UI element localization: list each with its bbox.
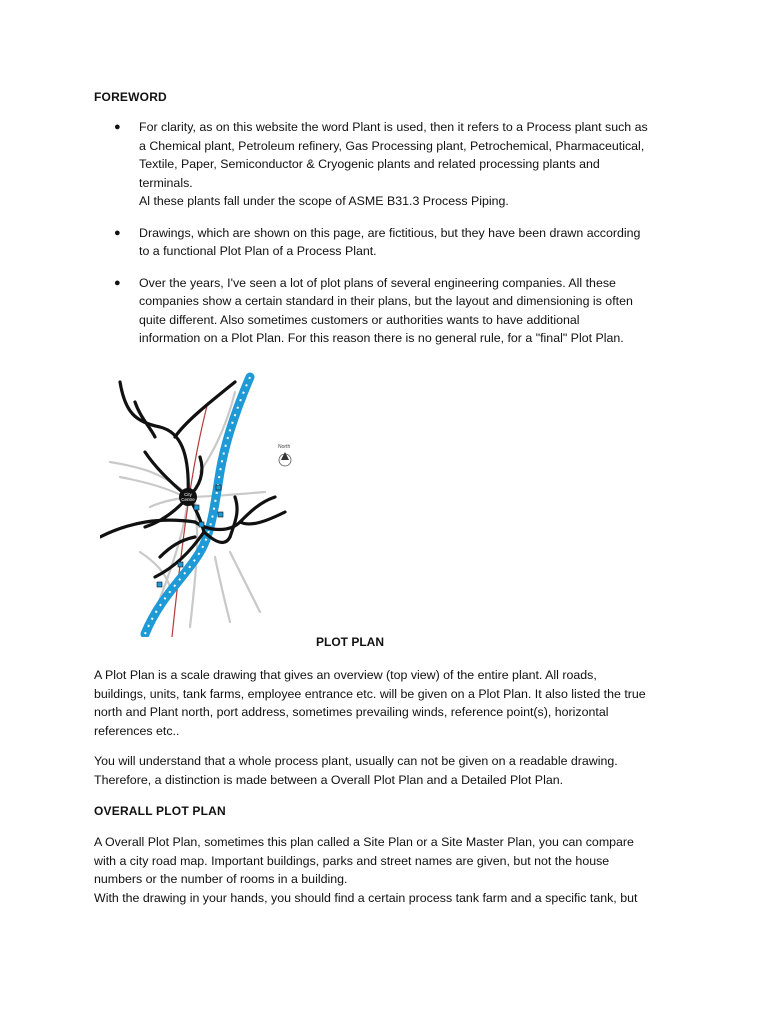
paragraph-line: with a city road map. Important buildings, parks and street names are given, but not the house: [94, 853, 610, 868]
bullet-item: [94, 118, 684, 211]
bullet-line: information on a Plot Plan. For this reason there is no general rule, for a "final" Plot Plan.: [139, 331, 624, 345]
bullet-line: a Chemical plant, Petroleum refinery, Gas Processing plant, Petrochemical, Pharmaceutical,: [139, 138, 645, 153]
city-road-map-figure: [100, 372, 300, 637]
bullet-icon: ●: [114, 121, 121, 133]
paragraph-line: A Overall Plot Plan, sometimes this plan called a Site Plan or a Site Master Plan, you can compare: [94, 835, 634, 849]
overall-plot-plan-paragraph: [94, 833, 694, 907]
foreword-heading: FOREWORD: [94, 90, 167, 104]
paragraph-line: references etc..: [94, 723, 180, 738]
bullet-line: companies show a certain standard in their plans, but the layout and dimensioning is often: [139, 294, 633, 308]
north-label: North: [278, 444, 291, 450]
road-map-svg: [100, 372, 300, 637]
paragraph-line: north and Plant north, port address, sometimes prevailing winds, reference point(s), horizontal: [94, 705, 609, 719]
bullet-line: to a functional Plot Plan of a Process Plant.: [139, 244, 377, 258]
bullet-item: [94, 274, 684, 348]
paragraph-line: With the drawing in your hands, you should find a certain process tank farm and a specific tank, but: [94, 890, 638, 905]
paragraph-line: Therefore, a distinction is made between a Overall Plot Plan and a Detailed Plot Plan.: [94, 772, 564, 787]
paragraph-line: numbers or the number of rooms in a building.: [94, 872, 348, 886]
city-label-2: Centre: [181, 497, 195, 502]
bullet-line: For clarity, as on this website the word Plant is used, then it refers to a Process plant such as: [139, 120, 648, 134]
bullet-line: quite different. Also sometimes customers or authorities wants to have additional: [139, 312, 580, 327]
bullet-line: Al these plants fall under the scope of ASME B31.3 Process Piping.: [139, 194, 509, 208]
distinction-paragraph: [94, 752, 694, 789]
city-label-1: City: [184, 492, 192, 497]
paragraph-line: A Plot Plan is a scale drawing that gives an overview (top view) of the entire plant. All roads,: [94, 668, 597, 682]
bullet-item: [94, 224, 684, 261]
bullet-line: Textile, Paper, Semiconductor & Cryogenic plants and related processing plants and: [139, 157, 600, 171]
paragraph-line: buildings, units, tank farms, employee entrance etc. will be given on a Plot Plan. It also listed the true: [94, 686, 646, 701]
bullet-line: Over the years, I've seen a lot of plot plans of several engineering companies. All these: [139, 275, 616, 290]
plot-plan-paragraph: [94, 666, 694, 740]
bullet-icon: ●: [114, 226, 121, 239]
bullet-line: Drawings, which are shown on this page, are fictitious, but they have been drawn according: [139, 225, 641, 240]
bullet-icon: ●: [114, 276, 121, 289]
overall-plot-plan-heading: OVERALL PLOT PLAN: [94, 804, 226, 818]
bullet-line: terminals.: [139, 175, 193, 190]
paragraph-line: You will understand that a whole process plant, usually can not be given on a readable drawing.: [94, 754, 618, 768]
figure-caption: PLOT PLAN: [316, 635, 384, 649]
north-arrow-icon: [279, 452, 291, 466]
foreword-bullet-list: [94, 118, 684, 361]
